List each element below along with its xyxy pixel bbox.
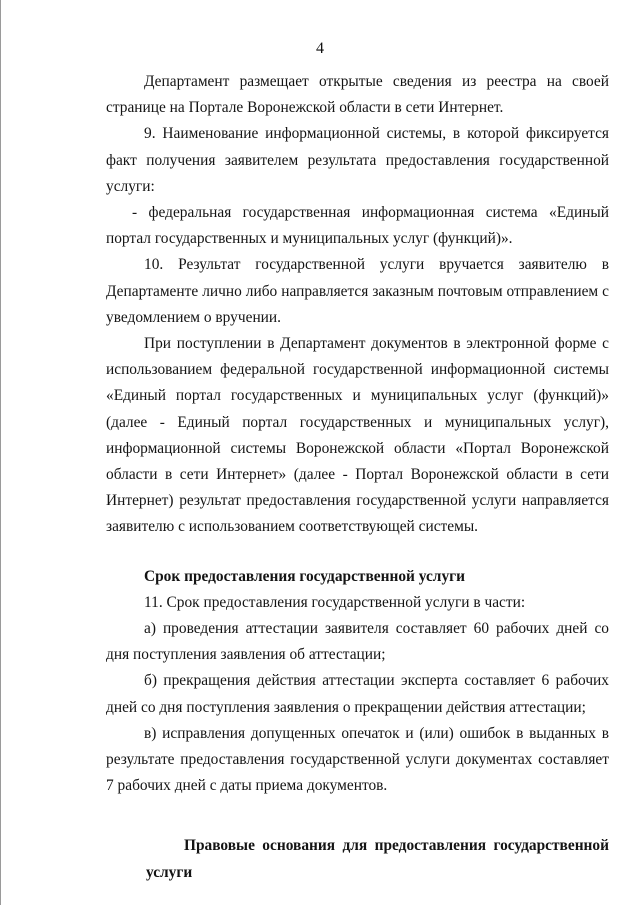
- paragraph-item-9: 9. Наименование информационной системы, в которой фиксируется факт получения заявителем результата предоставления государственной услуги:: [106, 125, 609, 195]
- paragraph-item-11-v: в) исправления допущенных опечаток и (или) ошибок в выданных в результате предоставления государственной услуги документах составляет 7 рабочих дней с даты приема документов.: [106, 724, 609, 795]
- document-body: [106, 69, 609, 886]
- paragraph-registry-publication: Департамент размещает открытые сведения из реестра на своей странице на Портале Воронежской области в сети Интернет.: [106, 73, 609, 117]
- paragraph-electronic-submission: При поступлении в Департамент документов в электронной форме с использованием федеральной государственной информационной системы «Единый портал государственных и муниципальных услуг (функций)» (далее - Единый портал государственных и муниципальных услуг), информационной системы Воронежской области «Портал Воронежской области в сети Интернет» (далее - Портал Воронежской области в сети Интернет) результат предоставления государственной услуги направляется заявителю с использованием соответствующей системы.: [106, 335, 609, 536]
- paragraph-item-9-dash: - федеральная государственная информационная система «Единый портал государственных и муниципальных услуг (функций)».: [106, 204, 609, 248]
- page-number: 4: [316, 40, 324, 57]
- paragraph-item-11-a: а) проведения аттестации заявителя составляет 60 рабочих дней со дня поступления заявления об аттестации;: [106, 620, 609, 664]
- paragraph-item-10: 10. Результат государственной услуги вручается заявителю в Департаменте лично либо направляется заказным почтовым отправлением с уведомлением о вручении.: [106, 256, 609, 326]
- paragraph-item-11-b: б) прекращения действия аттестации эксперта составляет 6 рабочих дней со дня поступления заявления о прекращении действия аттестации;: [106, 672, 609, 716]
- section-heading-service-term: Срок предоставления государственной услуги: [144, 567, 465, 585]
- scan-edge-line: [0, 0, 1, 905]
- paragraph-item-11: 11. Срок предоставления государственной услуги в части:: [144, 593, 526, 611]
- section-heading-legal-grounds: Правовые основания для предоставления государственной услуги: [146, 837, 609, 881]
